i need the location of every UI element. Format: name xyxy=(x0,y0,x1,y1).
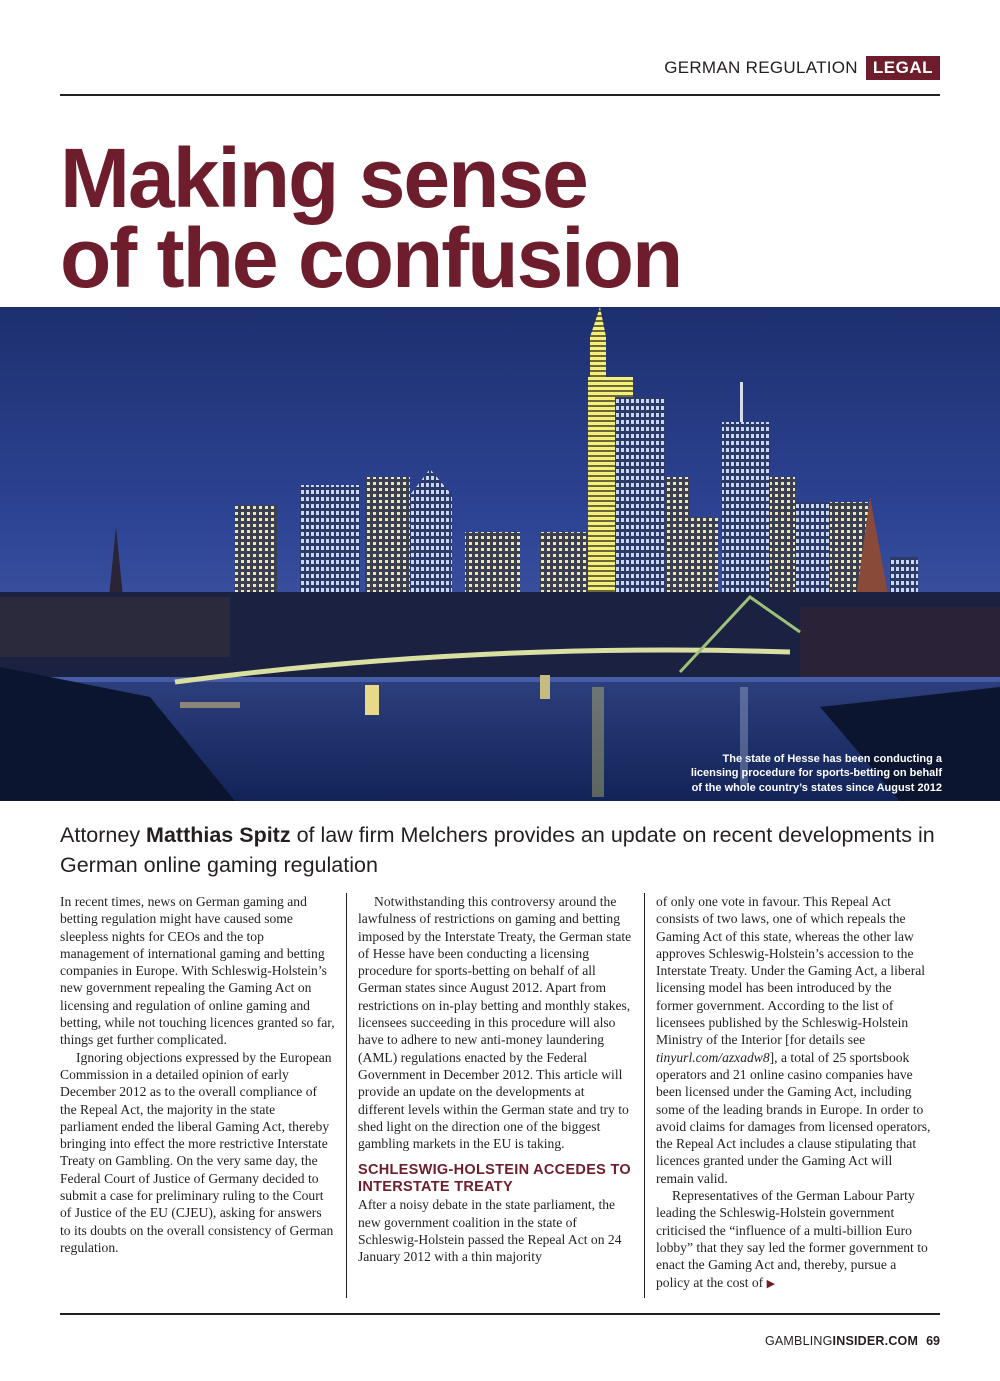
body-column-3 xyxy=(656,893,931,1293)
publication-name-bold: INSIDER.COM xyxy=(832,1334,919,1348)
column-divider xyxy=(644,893,645,1298)
body-paragraph xyxy=(656,1187,931,1293)
footer-divider xyxy=(60,1313,940,1315)
source-link[interactable]: tinyurl.com/azxadw8 xyxy=(656,1049,770,1065)
author-name: Matthias Spitz xyxy=(146,823,291,847)
standfirst xyxy=(60,820,940,880)
body-column-2 xyxy=(358,893,633,1266)
header-divider xyxy=(60,94,940,96)
body-paragraph xyxy=(656,893,931,1187)
page-number: 69 xyxy=(926,1334,940,1348)
body-column-1 xyxy=(60,893,335,1256)
article-headline xyxy=(60,131,960,305)
body-paragraph: In recent times, news on German gaming and betting regulation might have caused some sleepless nights for CEOs and the top management of international gaming and betting companies in Europe. With Schleswig-Holstein’s new government repealing the Gaming Act on licensing and regulation of online gaming and betting, while not touching licences granted so far, things get further complicated. xyxy=(60,894,335,1048)
continue-arrow-icon: ▶ xyxy=(766,1277,776,1290)
body-text: Representatives of the German Labour Party leading the Schleswig-Holstein government criticised the “influence of a multi-billion Euro lobby” that they say led the former government to enact the Gaming Act and, thereby, pursue a policy at the cost of xyxy=(656,1188,928,1290)
body-text: ], a total of 25 sportsbook operators and 21 online casino companies have been licensed under the Gaming Act, including some of the leading brands in Europe. In order to avoid claims for damages from licensed operators, the Repeal Act includes a clause stipulating that licences granted under the Gaming Act will remain valid. xyxy=(656,1049,931,1186)
body-paragraph: Notwithstanding this controversy around the lawfulness of restrictions on gaming and betting imposed by the Interstate Treaty, the German state of Hesse have been conducting a licensing procedure for sports-betting on behalf of all German states since August 2012. Apart from restrictions on in-play betting and monthly stakes, licensees succeeding in this procedure will also have to adhere to new anti-money laundering (AML) regulations enacted by the Federal Government in December 2012. This article will provide an update on the developments at different levels within the German state and try to shed light on the direction one of the biggest gambling markets in the EU is taking. xyxy=(358,894,632,1152)
frankfurt-skyline-photo-icon xyxy=(0,307,1000,801)
section-tag: LEGAL xyxy=(866,56,940,80)
body-paragraph: After a noisy debate in the state parliament, the new government coalition in the state of Schleswig-Holstein passed the Repeal Act on 24 January 2012 with a thin majority xyxy=(358,1197,622,1265)
body-text: of only one vote in favour. This Repeal Act consists of two laws, one of which repeals the Gaming Act of this state, whereas the other law approves Schleswig-Holstein’s accession to the Interstate Treaty. Under the Gaming Act, a liberal licensing model has been introduced by the former government. According to the list of licensees published by the Schleswig-Holstein Ministry of the Interior [for details see xyxy=(656,894,926,1048)
section-subheading: SCHLESWIG-HOLSTEIN ACCEDES TO INTERSTATE TREATY xyxy=(358,1162,631,1196)
page-footer xyxy=(765,1334,940,1348)
standfirst-lead: Attorney xyxy=(60,823,147,847)
body-paragraph: Ignoring objections expressed by the European Commission in a detailed opinion of early December 2012 as to the overall compliance of the Repeal Act, the majority in the state parliament ended the liberal Gaming Act, thereby bringing into effect the more restrictive Interstate Treaty on Gambling. On the very same day, the Federal Court of Justice of Germany decided to submit a case for preliminary ruling to the Court of Justice of the EU (CJEU), asking for answers to its doubts on the overall consistency of German regulation. xyxy=(60,1049,334,1255)
publication-name-light: GAMBLING xyxy=(764,1334,833,1348)
column-divider xyxy=(346,893,347,1298)
standfirst-rest: of law firm Melchers provides an update on recent developments in German online gaming regulation xyxy=(60,823,935,877)
headline-line-1: Making sense xyxy=(60,131,587,225)
section-label: GERMAN REGULATION xyxy=(664,58,858,77)
photo-caption: The state of Hesse has been conducting a licensing procedure for sports-betting on behalf of the whole country’s states since August 2012 xyxy=(690,752,942,794)
skyline-photo xyxy=(0,307,1000,801)
section-header xyxy=(664,56,940,80)
headline-line-2: of the confusion xyxy=(60,211,682,305)
